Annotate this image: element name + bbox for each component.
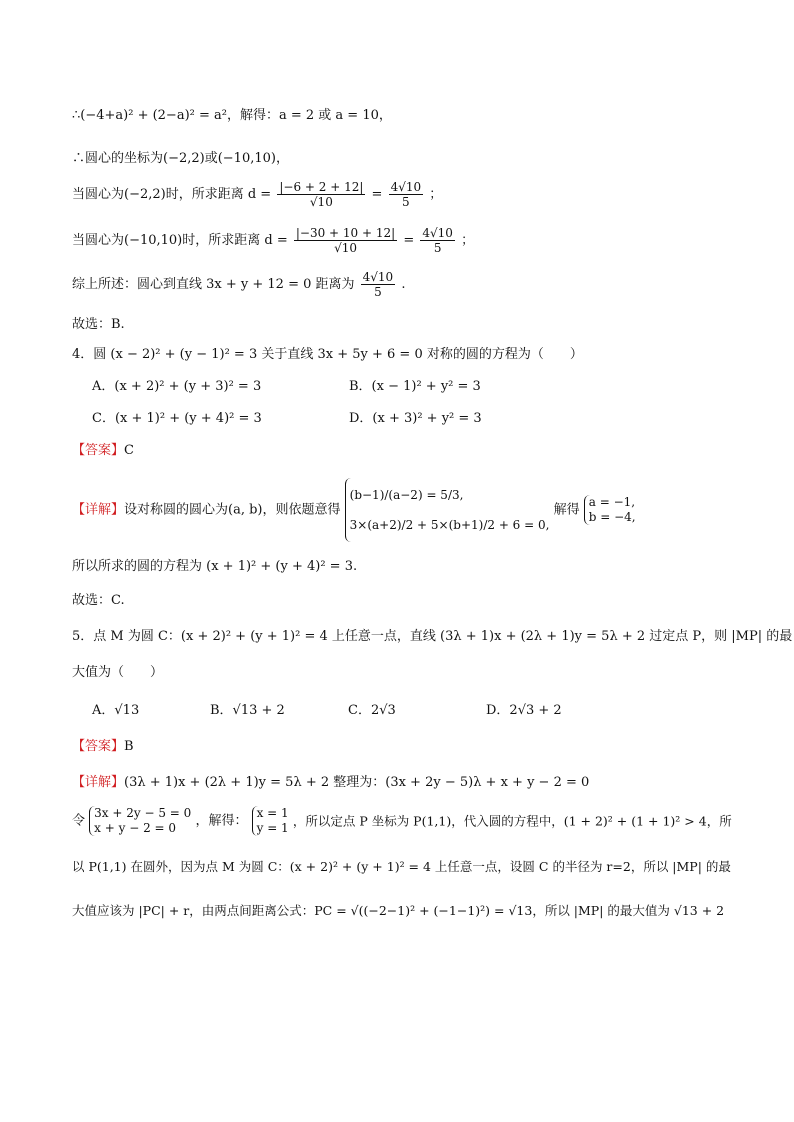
line-end: ；: [461, 233, 475, 248]
fraction-numerator: 4√10: [362, 270, 394, 284]
q5-detail-line-4: 大值应该为 |PC| + r，由两点间距离公式：PC = √((−2−1)² + (−1−1)²) = √13，所以 |MP| 的最大值为 √13 + 2: [72, 903, 725, 918]
answer-value: B: [124, 739, 134, 754]
fraction-denominator: 5: [433, 241, 442, 255]
q5-answer: [72, 738, 134, 756]
q4-detail: [72, 478, 636, 542]
detail-rest: ，所以定点 P 坐标为 P(1,1)，代入圆的方程中，(1 + 2)² + (1 + 1)² > 4，所: [292, 813, 732, 829]
q5-option-c: C．2√3: [348, 703, 396, 718]
line5-prefix: 综上所述：圆心到直线 3x + y + 12 = 0 距离为: [72, 277, 355, 292]
answer-value: C: [124, 443, 134, 458]
choice-prev: 故选：B.: [72, 317, 125, 332]
q5-solution-system: [252, 806, 289, 836]
q5-stem-line-1: 5．点 M 为圆 C：(x + 2)² + (y + 1)² = 4 上任意一点，直线 (3λ + 1)x + (2λ + 1)y = 5λ + 2 过定点 P，则 |MP| 的最: [72, 629, 793, 644]
fraction-numerator: |−30 + 10 + 12|: [295, 226, 396, 240]
fraction-numerator: 4√10: [390, 180, 422, 194]
q4-answer: [72, 442, 134, 460]
answer-tag: 【答案】: [72, 739, 125, 754]
distance-fraction-1: [277, 180, 365, 209]
line4-prefix: 当圆心为(−10,10)时，所求距离 d =: [72, 233, 288, 248]
q5-detail-line-1: [72, 774, 589, 792]
fraction-numerator: |−6 + 2 + 12|: [279, 180, 364, 194]
q5-equation-system: [89, 806, 191, 836]
q4-option-a: A．(x + 2)² + (y + 3)² = 3: [92, 379, 262, 394]
system-eq-1: 3x + 2y − 5 = 0: [94, 806, 192, 820]
fraction-denominator: 5: [374, 285, 382, 299]
system-eq-2: 3×(a+2)/2 + 5×(b+1)/2 + 6 = 0,: [349, 518, 550, 532]
answer-tag: 【答案】: [72, 443, 125, 458]
solution-line-3: [72, 180, 442, 209]
solution-line-5: [72, 270, 405, 299]
q5-option-d: D．2√3 + 2: [486, 703, 562, 718]
detail-tag: 【详解】: [72, 502, 125, 518]
system-eq-2: x + y − 2 = 0: [94, 821, 177, 835]
solution-y: y = 1: [256, 821, 289, 835]
detail-solve: 解得: [553, 502, 580, 518]
q5-detail-line-2: [72, 806, 732, 836]
q4-stem: 4．圆 (x − 2)² + (y − 1)² = 3 关于直线 3x + 5y + 6 = 0 对称的圆的方程为（ ）: [72, 347, 583, 362]
solution-line-2: ∴圆心的坐标为(−2,2)或(−10,10)，: [72, 151, 289, 166]
detail-text: 设对称圆的圆心为(a, b)，则依题意得: [124, 502, 341, 518]
detail-tag: 【详解】: [72, 775, 125, 790]
fraction-numerator: 4√10: [422, 226, 453, 240]
q5-option-b: B．√13 + 2: [210, 703, 285, 718]
distance-result-1: [389, 180, 424, 209]
q4-option-c: C．(x + 1)² + (y + 4)² = 3: [92, 411, 262, 426]
fraction-denominator: 5: [402, 195, 410, 209]
q4-solution-system: [584, 495, 636, 525]
q4-option-b: B．(x − 1)² + y² = 3: [349, 379, 481, 394]
fraction-denominator: √10: [334, 241, 357, 255]
q5-option-a: A．√13: [92, 703, 140, 718]
q4-equation-system: [345, 478, 550, 542]
distance-final: [361, 270, 396, 299]
q4-option-d: D．(x + 3)² + y² = 3: [349, 411, 482, 426]
q5-detail-line-3: 以 P(1,1) 在圆外，因为点 M 为圆 C：(x + 2)² + (y + 1)² = 4 上任意一点，设圆 C 的半径为 r=2，所以 |MP| 的最: [72, 859, 731, 874]
detail-text: (3λ + 1)x + (2λ + 1)y = 5λ + 2 整理为：(3x + 2y − 5)λ + x + y − 2 = 0: [124, 775, 590, 790]
let-word: 令: [72, 813, 86, 829]
q5-stem-line-2: 大值为（ ）: [72, 665, 164, 680]
q4-conclusion: 所以所求的圆的方程为 (x + 1)² + (y + 4)² = 3.: [72, 559, 358, 574]
system-eq-1: (b−1)/(a−2) = 5/3,: [349, 488, 464, 502]
solution-x: x = 1: [256, 806, 289, 820]
solution-line-1: ∴(−4+a)² + (2−a)² = a²，解得：a = 2 或 a = 10，: [72, 108, 392, 123]
distance-fraction-2: [294, 226, 397, 255]
solution-line-4: [72, 226, 474, 255]
line-end: .: [401, 277, 406, 292]
line3-prefix: 当圆心为(−2,2)时，所求距离 d =: [72, 187, 272, 202]
solution-b: b = −4,: [588, 510, 636, 524]
line-end: ；: [429, 187, 443, 202]
equals-sign: =: [371, 187, 383, 202]
equals-sign: =: [403, 233, 415, 248]
solve-word: ，解得：: [195, 813, 248, 829]
fraction-denominator: √10: [309, 195, 333, 209]
q4-choice: 故选：C.: [72, 593, 125, 608]
distance-result-2: [420, 226, 455, 255]
solution-a: a = −1,: [588, 495, 636, 509]
